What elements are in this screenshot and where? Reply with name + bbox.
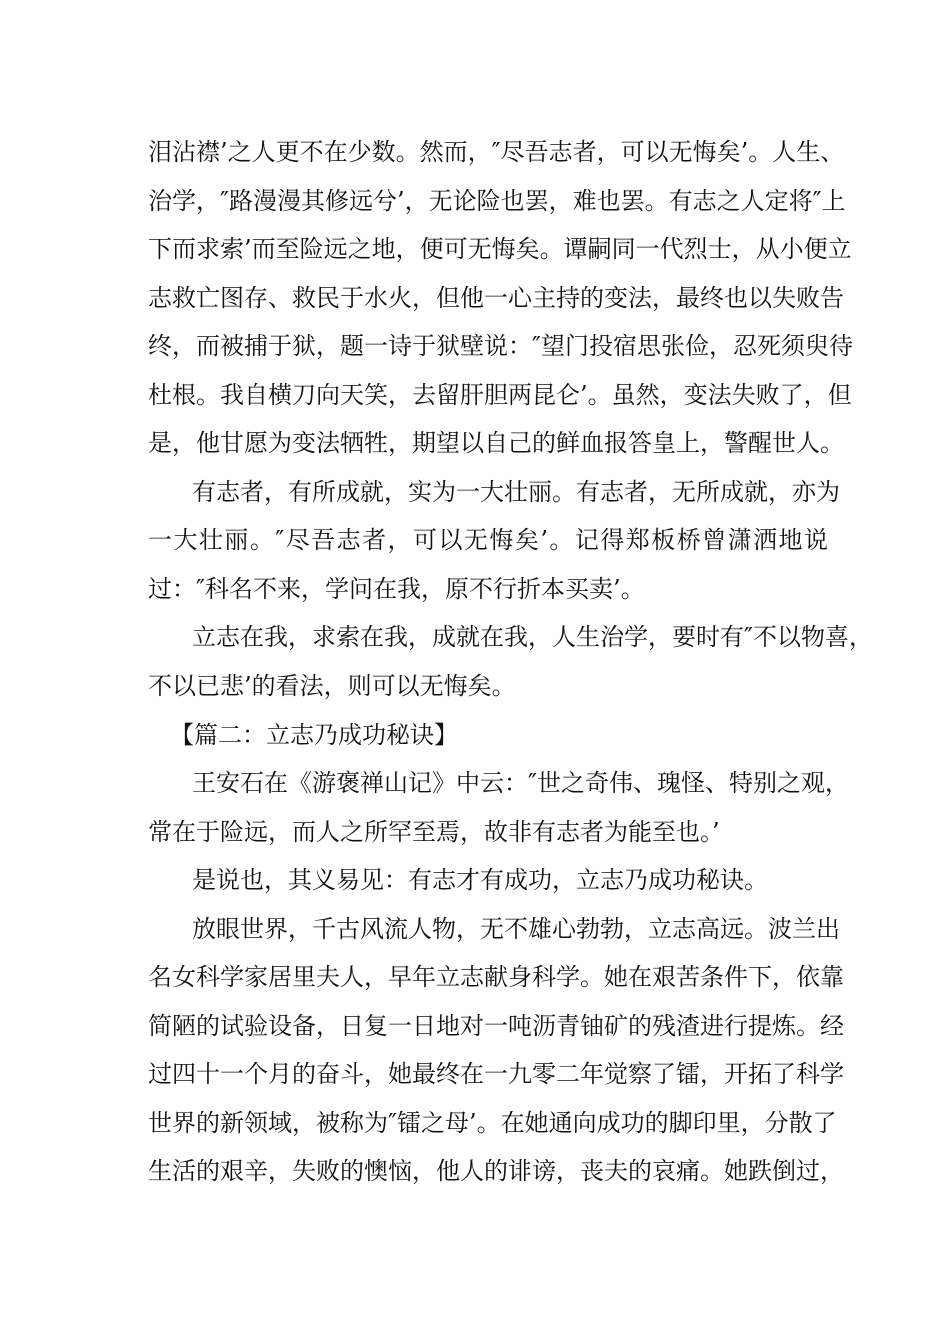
- text-line: 是，他甘愿为变法牺牲，期望以自己的鲜血报答皇上，警醒世人。: [148, 429, 844, 458]
- text-line: 终，而被捕于狱，题一诗于狱壁说：″望门投宿思张俭，忍死须臾待: [148, 332, 853, 361]
- text-line: 杜根。我自横刀向天笑，去留肝胆两昆仑’。虽然，变法失败了，但: [148, 380, 852, 409]
- text-line: 世界的新领域，被称为″镭之母’。在她通向成功的脚印里，分散了: [148, 1108, 837, 1137]
- text-line: 不以已悲’的看法，则可以无悔矣。: [148, 672, 516, 701]
- text-line: 过四十一个月的奋斗，她最终在一九零二年觉察了镭，开拓了科学: [148, 1060, 844, 1089]
- text-line: 一大壮丽。″尽吾志者，可以无悔矣’。记得郑板桥曾潇洒地说: [148, 526, 828, 555]
- text-line: 简陋的试验设备，日复一日地对一吨沥青铀矿的残渣进行提炼。经: [148, 1011, 844, 1040]
- paragraph-first-line: 王安石在《游褒禅山记》中云：″世之奇伟、瑰怪、特别之观，: [192, 769, 849, 798]
- text-line: 泪沾襟’之人更不在少数。然而，″尽吾志者，可以无悔矣’。人生、: [148, 138, 845, 166]
- text-line: 过：″科名不来，学问在我，原不行折本买卖’。: [148, 574, 645, 603]
- text-line: 志救亡图存、救民于水火，但他一心主持的变法，最终也以失败告: [148, 283, 844, 312]
- text-line: 生活的艰辛，失败的懊恼，他人的诽谤，丧夫的哀痛。她跌倒过，: [148, 1157, 844, 1186]
- paragraph-first-line: 立志在我，求索在我，成就在我，人生治学，要时有″不以物喜，: [192, 623, 873, 652]
- text-line: 常在于险远，而人之所罕至焉，故非有志者为能至也。’: [148, 817, 720, 846]
- text-line: 名女科学家居里夫人，早年立志献身科学。她在艰苦条件下，依靠: [148, 963, 844, 992]
- text-line: 治学，″路漫漫其修远兮’，无论险也罢，难也罢。有志之人定将″上: [148, 186, 846, 215]
- paragraph-first-line: 放眼世界，千古风流人物，无不雄心勃勃，立志高远。波兰出: [192, 914, 840, 943]
- text-line: 下而求索’而至险远之地，便可无悔矣。谭嗣同一代烈士，从小便立: [148, 235, 852, 264]
- body-text: [148, 128, 873, 1196]
- paragraph-first-line: 是说也，其义易见：有志才有成功，立志乃成功秘诀。: [192, 866, 768, 895]
- paragraph-first-line: 有志者，有所成就，实为一大壮丽。有志者，无所成就，亦为: [192, 477, 840, 506]
- section-heading: 【篇二：立志乃成功秘诀】: [170, 720, 458, 749]
